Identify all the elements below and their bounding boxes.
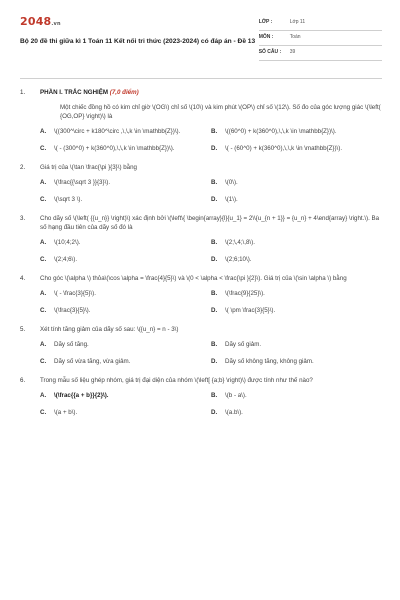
- meta-label: MÔN :: [258, 34, 274, 41]
- option-letter: B.: [211, 340, 218, 348]
- option-d[interactable]: [211, 409, 382, 418]
- question-1: [20, 89, 382, 154]
- option-b[interactable]: [211, 179, 382, 188]
- option-c[interactable]: [40, 196, 211, 205]
- meta-value: Toán: [289, 34, 301, 41]
- option-text: \(2;\,4;\,8\).: [225, 238, 255, 246]
- option-text: Dãy số giảm.: [225, 340, 262, 348]
- option-letter: C.: [40, 195, 47, 203]
- logo-suffix: .vn: [51, 21, 61, 27]
- option-letter: A.: [40, 340, 47, 348]
- meta-value: 39: [289, 49, 296, 56]
- meta-label: SỐ CÂU :: [258, 49, 282, 56]
- option-d[interactable]: [211, 196, 382, 205]
- question-number: 4.: [20, 274, 26, 282]
- option-text: \( - (300^0) + k(360^0),\,\,k \in \mathbb{Z})\).: [54, 144, 175, 152]
- option-letter: C.: [40, 408, 47, 416]
- option-text: \((300^\circ + k180^\circ ,\,\,k \in \mathbb{Z})\).: [54, 127, 181, 135]
- option-letter: A.: [40, 238, 47, 246]
- option-text: Dãy số vừa tăng, vừa giảm.: [54, 357, 131, 365]
- option-letter: B.: [211, 127, 218, 135]
- option-b[interactable]: [211, 341, 382, 350]
- question-4: [20, 275, 382, 316]
- option-text: \(10;4;2\).: [54, 238, 81, 246]
- option-text: \(0\).: [225, 178, 238, 186]
- meta-row-count: [259, 46, 382, 61]
- option-text: \(a + b\).: [54, 408, 78, 416]
- option-text: \(\frac{{a + b}}{2}\).: [54, 391, 109, 399]
- option-letter: D.: [211, 144, 218, 152]
- question-number: 1.: [20, 89, 26, 96]
- option-text: \(\frac{9}{25}\).: [225, 289, 265, 297]
- option-text: \(b - a\).: [225, 391, 247, 399]
- option-letter: B.: [211, 391, 218, 399]
- question-6: [20, 377, 382, 418]
- option-letter: B.: [211, 289, 218, 297]
- option-d[interactable]: [211, 358, 382, 367]
- option-a[interactable]: [40, 128, 211, 137]
- option-c[interactable]: [40, 307, 211, 316]
- option-letter: A.: [40, 178, 47, 186]
- option-letter: A.: [40, 127, 47, 135]
- section-heading: [40, 89, 382, 98]
- option-letter: D.: [211, 195, 218, 203]
- section-title: PHẦN I. TRẮC NGHIỆM: [40, 89, 109, 96]
- option-letter: C.: [40, 255, 47, 263]
- option-letter: A.: [40, 289, 47, 297]
- logo-text: 2048: [20, 15, 52, 28]
- option-b[interactable]: [211, 392, 382, 401]
- section-score: (7,0 điểm): [109, 89, 139, 96]
- answer-options: [40, 179, 382, 205]
- answer-options: [40, 239, 382, 265]
- option-letter: A.: [40, 391, 47, 399]
- option-text: \(2;4;6\).: [54, 255, 78, 263]
- option-c[interactable]: [40, 256, 211, 265]
- option-text: \((60^0) + k(360^0),\,\,k \in \mathbb{Z})\).: [225, 127, 337, 135]
- option-a[interactable]: [40, 392, 211, 401]
- option-d[interactable]: [211, 307, 382, 316]
- exam-title: Bộ 20 đề thi giữa kì 1 Toán 11 Kết nối tri thức (2023-2024) có đáp án - Đề 13: [20, 37, 256, 45]
- option-text: Dãy số tăng.: [54, 340, 89, 348]
- option-b[interactable]: [211, 128, 382, 137]
- question-3: [20, 215, 382, 265]
- option-b[interactable]: [211, 239, 382, 248]
- option-text: \( - (60^0) + k(360^0),\,\,k \in \mathbb{Z})\).: [225, 144, 343, 152]
- option-a[interactable]: [40, 290, 211, 299]
- option-letter: C.: [40, 306, 47, 314]
- option-d[interactable]: [211, 256, 382, 265]
- option-letter: D.: [211, 306, 218, 314]
- option-text: \(\frac{3}{5}\).: [54, 306, 91, 314]
- answer-options: [40, 128, 382, 154]
- option-c[interactable]: [40, 358, 211, 367]
- header-left: [20, 14, 259, 72]
- option-letter: D.: [211, 357, 218, 365]
- option-a[interactable]: [40, 179, 211, 188]
- meta-row-class: [259, 16, 382, 31]
- answer-options: [40, 290, 382, 316]
- question-text: Cho góc \(\alpha \) thỏa\(\cos \alpha = \frac{4}{5}\) và \(0 < \alpha < \frac{\pi }{2}\). Giá trị của \(\sin \alpha \) bằng: [40, 274, 347, 282]
- question-number: 6.: [20, 376, 26, 384]
- document-header: [20, 14, 382, 72]
- option-b[interactable]: [211, 290, 382, 299]
- option-text: \(a.b\).: [225, 408, 243, 416]
- header-divider: [20, 78, 382, 79]
- meta-value: Lớp 11: [289, 19, 306, 26]
- exam-meta: [259, 16, 382, 72]
- question-number: 5.: [20, 325, 26, 333]
- question-2: [20, 164, 382, 205]
- question-number: 2.: [20, 163, 26, 171]
- option-text: Dãy số không tăng, không giảm.: [225, 357, 314, 365]
- option-text: \( \pm \frac{3}{5}\).: [225, 306, 276, 314]
- answer-options: [40, 392, 382, 418]
- option-c[interactable]: [40, 145, 211, 154]
- option-letter: D.: [211, 408, 218, 416]
- answer-options: [40, 341, 382, 367]
- option-letter: D.: [211, 255, 218, 263]
- question-text: Giá trị của \(\tan \frac{\pi }{3}\) bằng: [40, 163, 137, 171]
- site-logo[interactable]: [20, 14, 259, 30]
- question-text: Trong mẫu số liệu ghép nhóm, giá trị đại diện của nhóm \(\left[ {a;b} \right)\) được tính như thế nào?: [40, 376, 313, 384]
- option-letter: C.: [40, 144, 47, 152]
- option-text: \(\frac{{\sqrt 3 }}{3}\).: [54, 178, 111, 186]
- option-a[interactable]: [40, 341, 211, 350]
- question-number: 3.: [20, 214, 26, 222]
- option-a[interactable]: [40, 239, 211, 248]
- option-text: \(2;6;10\).: [225, 255, 252, 263]
- option-d[interactable]: [211, 145, 382, 154]
- question-text: Một chiếc đồng hồ có kim chỉ giờ \(OG\) chỉ số \(10\) và kim phút \(OP\) chỉ số \(12\). Số đo của góc lượng giác \(\left( {OG,OP} \right)\) là: [60, 103, 381, 120]
- option-letter: B.: [211, 178, 218, 186]
- question-5: [20, 326, 382, 367]
- option-text: \( - \frac{3}{5}\).: [54, 289, 96, 297]
- option-letter: C.: [40, 357, 47, 365]
- meta-label: LỚP :: [258, 19, 273, 26]
- question-text: Cho dãy số \(\left( {{u_n}} \right)\) xác định bởi \(\left\{ \begin{array}{l}{u_1} = 2\\{u_{n + 1}} = {u_n} + 4\end{array} \right.\). Ba số hạng đầu tiên của dãy số đó là: [40, 214, 380, 231]
- question-text: Xét tính tăng giảm của dãy số sau: \({u_n} = n - 3\): [40, 325, 179, 333]
- option-text: \(\sqrt 3 \).: [54, 195, 83, 203]
- meta-row-subject: [259, 31, 382, 46]
- option-text: \(1\).: [225, 195, 238, 203]
- option-letter: B.: [211, 238, 218, 246]
- option-c[interactable]: [40, 409, 211, 418]
